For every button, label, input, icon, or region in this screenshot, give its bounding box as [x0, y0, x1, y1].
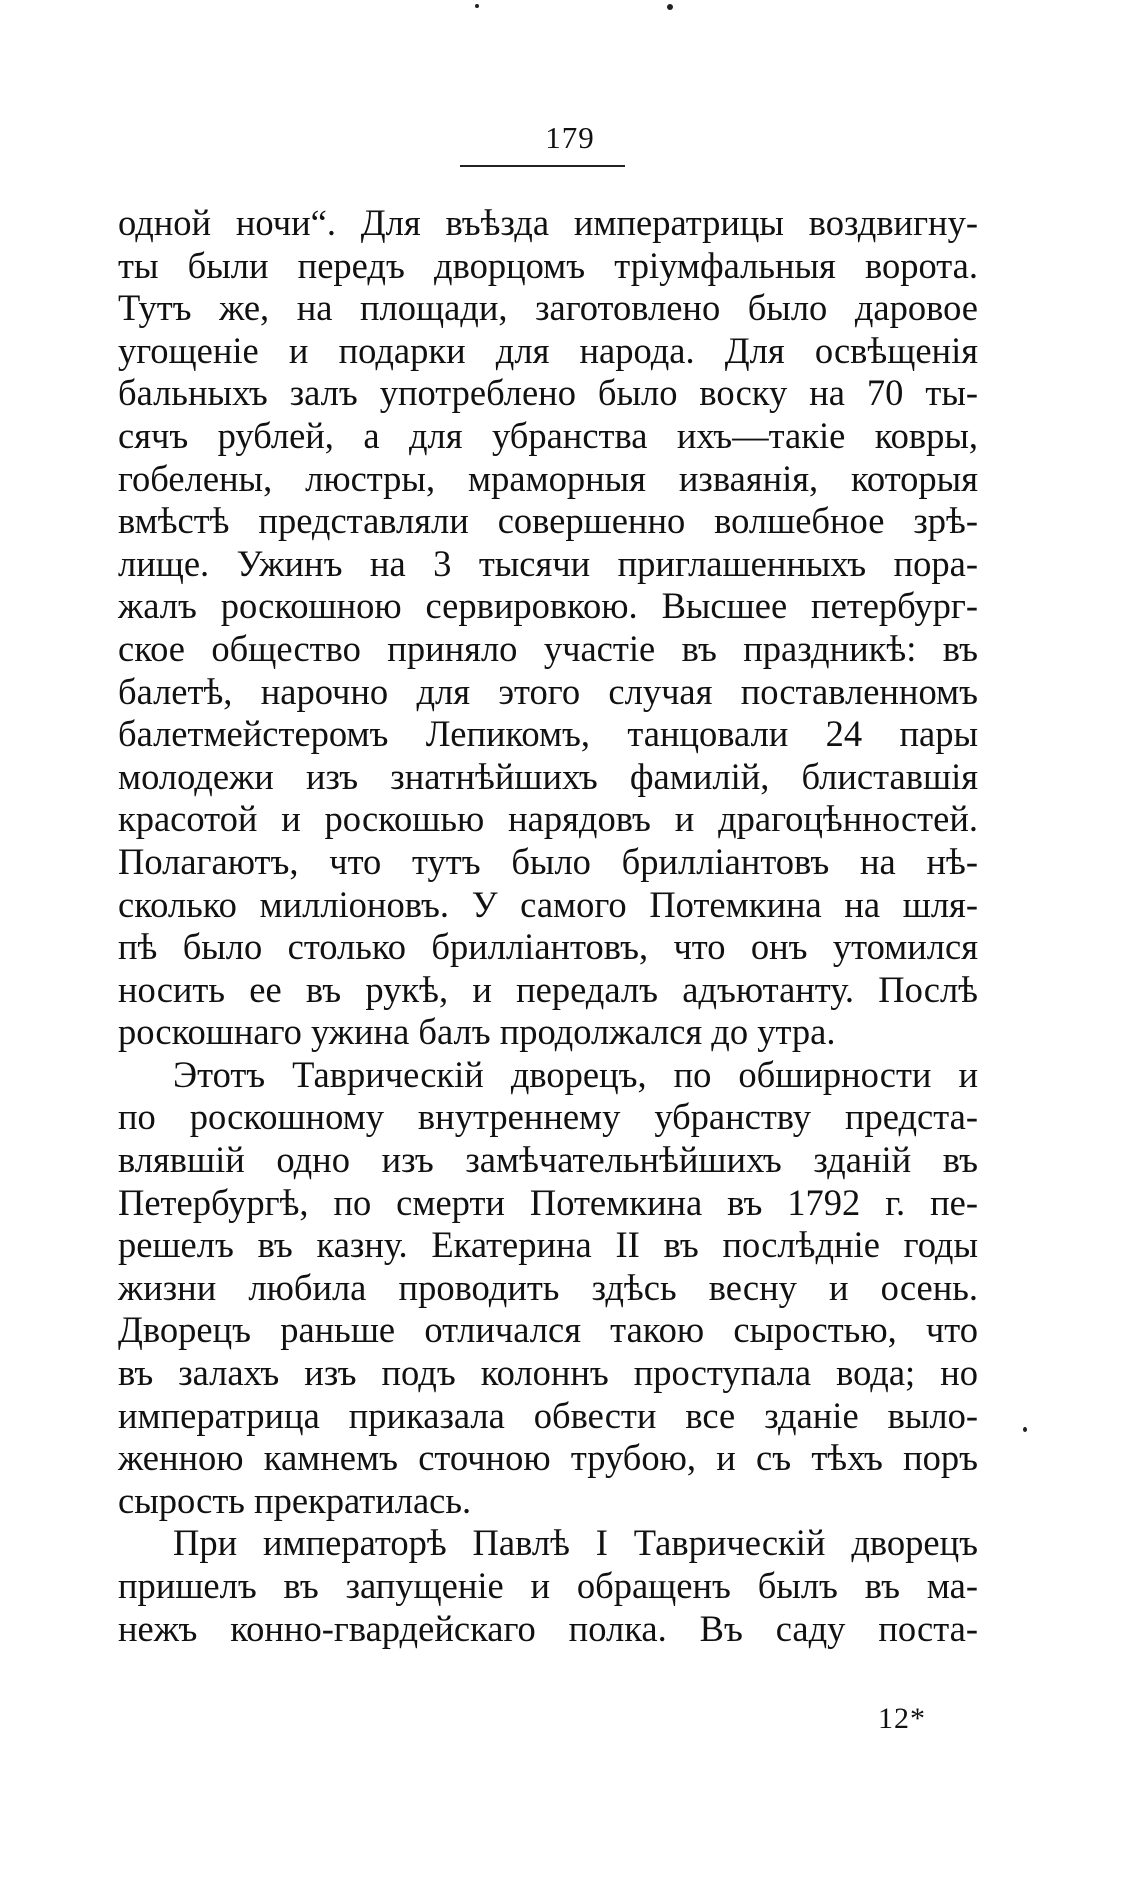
text-line: въ залахъ изъ подъ колоннъ проступала вода; но [118, 1352, 978, 1394]
signature-mark: 12* [878, 1702, 926, 1735]
body-text [118, 202, 978, 1650]
text-line: влявшій одно изъ замѣчательнѣйшихъ зданій въ [118, 1139, 978, 1181]
text-line: ты были передъ дворцомъ тріумфальныя ворота. [118, 244, 978, 286]
text-line: При императорѣ Павлѣ I Таврическій дворецъ [173, 1522, 978, 1564]
text-line: красотой и роскошью нарядовъ и драгоцѣнностей. [118, 798, 978, 840]
text-line: роскошнаго ужина балъ продолжался до утра. [118, 1011, 836, 1053]
paragraph [118, 1054, 978, 1523]
text-line: бальныхъ залъ употреблено было воску на 70 ты- [118, 372, 978, 414]
text-line: молодежи изъ знатнѣйшихъ фамилій, блиставшія [118, 755, 978, 797]
text-line: носить ее въ рукѣ, и передалъ адъютанту. Послѣ [118, 968, 978, 1010]
text-line: императрица приказала обвести все зданіе выло- [118, 1394, 978, 1436]
text-line: балетѣ, нарочно для этого случая поставленномъ [118, 670, 978, 712]
text-line: Тутъ же, на площади, заготовлено было даровое [118, 287, 978, 329]
text-line: пришелъ въ запущеніе и обращенъ былъ въ ма- [118, 1565, 978, 1606]
text-line: балетмейстеромъ Лепикомъ, танцовали 24 пары [118, 713, 978, 755]
paragraph [118, 202, 978, 1054]
text-line: Этотъ Таврическій дворецъ, по обширности и [173, 1053, 978, 1095]
text-line: сырость прекратилась. [118, 1479, 472, 1521]
text-line: пѣ было столько бриллiантовъ, что онъ утомился [118, 926, 978, 968]
text-line: жалъ роскошною сервировкою. Высшее петербург- [118, 585, 978, 627]
text-line: Дворецъ раньше отличался такою сыростью, что [118, 1309, 978, 1351]
print-speck [475, 4, 479, 8]
page-number: 179 [545, 120, 595, 155]
text-line: гобелены, люстры, мраморныя изваянія, которыя [118, 457, 978, 499]
text-line: Полагаютъ, что тутъ было бриллiантовъ на нѣ- [118, 840, 978, 882]
text-line: угощеніе и подарки для народа. Для освѣщенія [118, 329, 978, 371]
paragraph [118, 1522, 978, 1650]
text-line: по роскошному внутреннему убранству предста- [118, 1096, 978, 1138]
text-line: жизни любила проводить здѣсь весну и осень. [118, 1266, 978, 1308]
text-line: сячъ рублей, а для убранства ихъ—такіе ковры, [118, 414, 978, 456]
text-line: нежъ конно-гвардейскаго полка. Въ саду поста- [118, 1607, 978, 1649]
print-speck [1023, 1427, 1027, 1432]
print-speck [667, 4, 673, 10]
text-line: одной ночи“. Для въѣзда императрицы воздвигну- [118, 202, 978, 243]
text-line: сколько милліоновъ. У самого Потемкина на шля- [118, 883, 978, 925]
text-line: вмѣстѣ представляли совершенно волшебное зрѣ- [118, 500, 978, 542]
header-rule [460, 165, 625, 167]
text-line: решелъ въ казну. Екатерина II въ послѣдніе годы [118, 1224, 978, 1266]
text-line: женною камнемъ сточною трубою, и съ тѣхъ поръ [118, 1437, 978, 1479]
text-line: лище. Ужинъ на 3 тысячи приглашенныхъ пора- [118, 542, 978, 584]
text-line: ское общество приняло участіе въ праздникѣ: въ [118, 627, 978, 669]
text-line: Петербургѣ, по смерти Потемкина въ 1792 г. пе- [118, 1181, 978, 1223]
